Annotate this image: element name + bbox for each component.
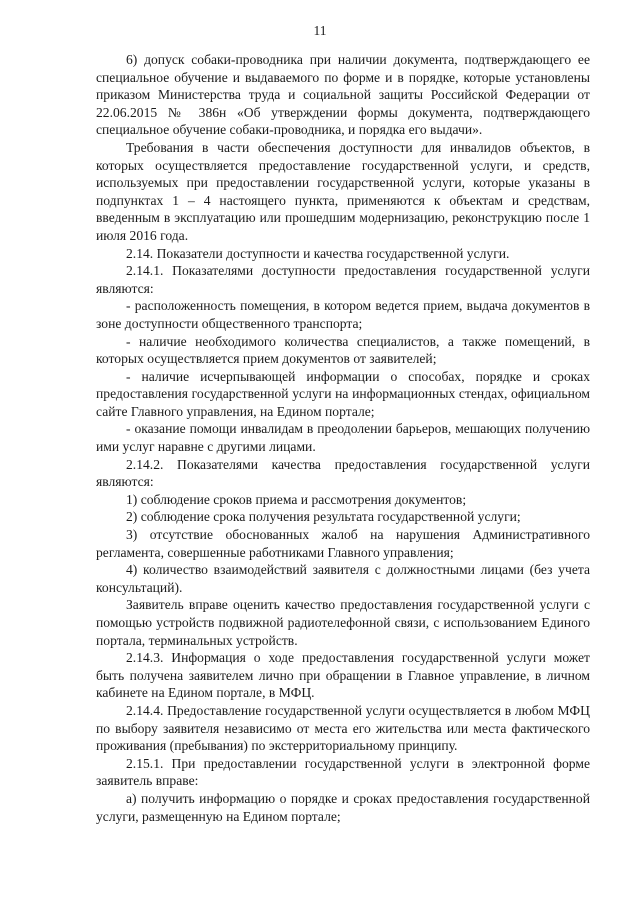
list-item-disability-assistance: - оказание помощи инвалидам в преодолении барьеров, мешающих получению ими услуг наравне с другими лицами. (96, 421, 590, 455)
list-item-no-complaints: 3) отсутствие обоснованных жалоб на нарушения Административного регламента, совершенные работниками Главного управления; (96, 527, 590, 560)
list-item-transport-access: - расположенность помещения, в котором ведется прием, выдача документов в зоне доступности общественного транспорта; (96, 298, 590, 331)
paragraph-2-15-1: 2.15.1. При предоставлении государственной услуги в электронной форме заявитель вправе: (96, 755, 590, 789)
section-heading-2-14: 2.14. Показатели доступности и качества государственной услуги. (126, 245, 510, 261)
list-item-deadlines-review: 1) соблюдение сроков приема и рассмотрения документов; (126, 491, 467, 507)
paragraph-accessibility-requirements: Требования в части обеспечения доступности для инвалидов объектов, в которых осуществляется предоставление государственной услуги, и средств, используемых при предоставлении государственной услуги, которые указаны в подпунктах 1 – 4 настоящего пункта, применяются к объектам и средствам, введенным в эксплуатацию или прошедшим модернизацию, реконструкцию после 1 июля 2016 года. (96, 139, 590, 243)
list-item-deadline-result: 2) соблюдение срока получения результата государственной услуги; (126, 509, 521, 525)
list-item-portal-info: а) получить информацию о порядке и сроках предоставления государственной услуги, размещенную на Едином портале; (96, 790, 590, 824)
page-number: 11 (313, 23, 327, 38)
list-item-information: - наличие исчерпывающей информации о способах, порядке и сроках предоставления государственной услуги на информационных стендах, официальном сайте Главного управления, на Едином портале; (96, 368, 590, 419)
paragraph-2-14-4: 2.14.4. Предоставление государственной услуги осуществляется в любом МФЦ по выбору заявителя независимо от места его жительства или места фактического проживания (пребывания) по экстерриториальному принципу. (96, 702, 590, 754)
paragraph-quality-assessment: Заявитель вправе оценить качество предоставления государственной услуги с помощью устройств подвижной радиотелефонной связи, с использованием Единого портала, терминальных устройств. (96, 597, 590, 648)
list-item-specialists: - наличие необходимого количества специалистов, а также помещений, в которых осуществляется прием документов от заявителей; (96, 333, 590, 367)
paragraph-guide-dog-admission: 6) допуск собаки-проводника при наличии документа, подтверждающего ее специальное обучение и выдаваемого по форме и в порядке, которые установлены приказом Министерства труда и социальной защиты Российской Федерации от 22.06.2015 № 386н «Об утверждении формы документа, подтверждающего специальное обучение собаки-проводника, и порядка его выдачи». (96, 52, 590, 138)
paragraph-2-14-2-intro: 2.14.2. Показателями качества предоставления государственной услуги являются: (96, 456, 590, 490)
list-item-interactions: 4) количество взаимодействий заявителя с должностными лицами (без учета консультаций). (96, 562, 590, 595)
paragraph-2-14-1-intro: 2.14.1. Показателями доступности предоставления государственной услуги являются: (96, 263, 590, 296)
document-body (96, 51, 590, 825)
paragraph-2-14-3: 2.14.3. Информация о ходе предоставления государственной услуги может быть получена заявителем лично при обращении в Главное управление, в личном кабинете на Едином портале, в МФЦ. (96, 650, 590, 701)
